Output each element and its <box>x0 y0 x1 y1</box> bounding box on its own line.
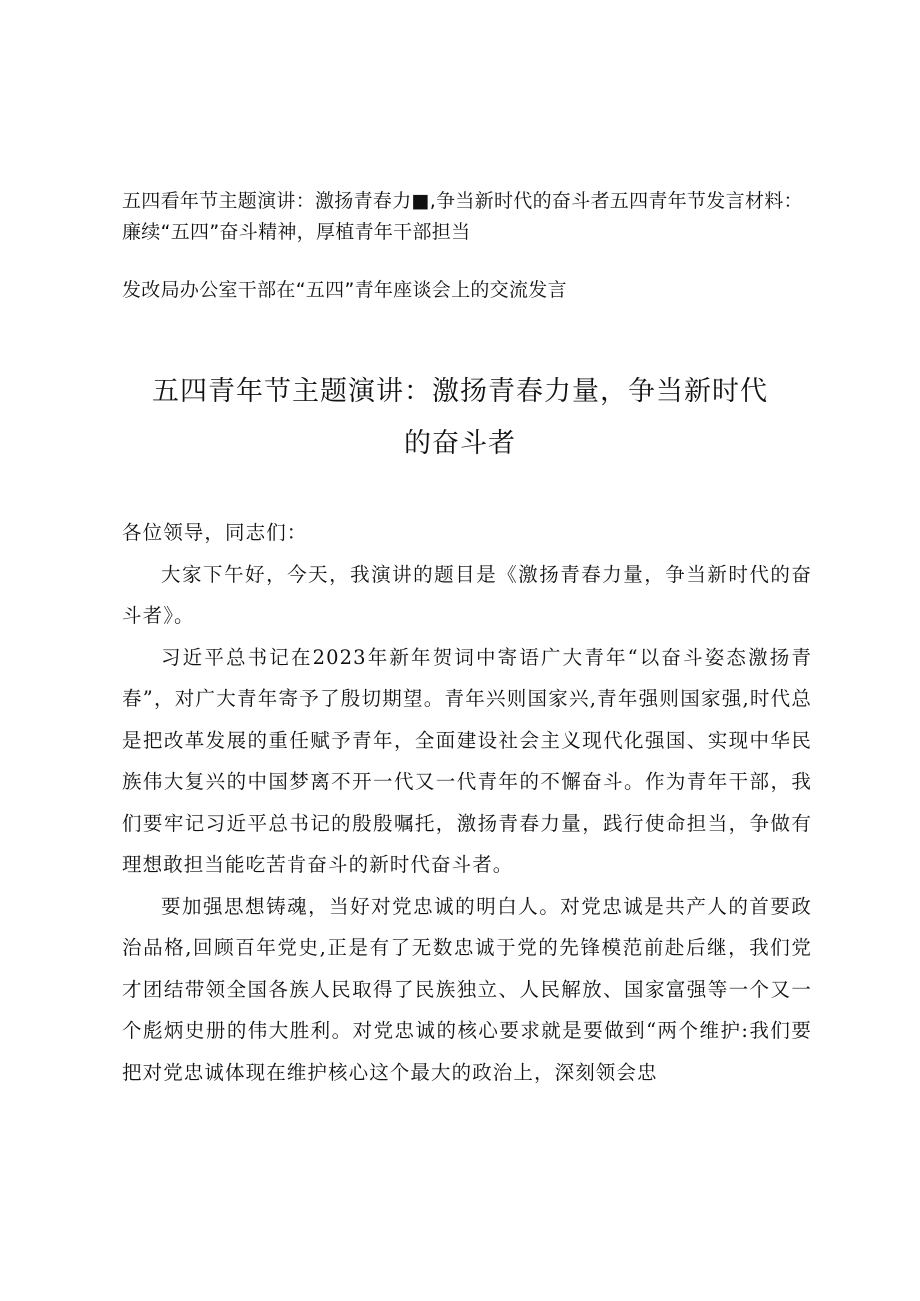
salutation: 各位领导，同志们： <box>122 521 308 544</box>
related-article-link[interactable]: 五四看年节主题演讲：激扬青春力■,争当新时代的奋斗者五四青年节发言材料：廉续“五四”奋斗精神，厚植青年干部担当 <box>122 190 803 243</box>
paragraph: 习近平总书记在2023年新年贺词中寄语广大青年“以奋斗姿态激扬青春”，对广大青年寄予了殷切期望。青年兴则国家兴,青年强则国家强,时代总是把改革发展的重任赋予青年，全面建设社会主义现代化强国、实现中华民族伟大复兴的中国梦离不开一代又一代青年的不懈奋斗。作为青年干部，我们要牢记习近平总书记的殷殷嘱托，激扬青春力量，践行使命担当，争做有理想敢担当能吃苦肯奋斗的新时代奋斗者。 <box>122 645 812 876</box>
paragraph: 要加强思想铸魂，当好对党忠诚的明白人。对党忠诚是共产人的首要政治品格,回顾百年党史,正是有了无数忠诚于党的先锋模范前赴后继，我们党才团结带领全国各族人民取得了民族独立、人民解放、国家富强等一个又一个彪炳史册的伟大胜利。对党忠诚的核心要求就是要做到“两个维护:我们要把对党忠诚体现在维护核心这个最大的政治上，深刻领会忠 <box>122 894 812 1084</box>
speech-title: 五四青年节主题演讲：激扬青春力量，争当新时代的奋斗者 <box>152 376 768 459</box>
paragraph: 大家下午好，今天，我演讲的题目是《激扬青春力量，争当新时代的奋斗者》。 <box>122 562 812 627</box>
speech-body <box>122 512 812 1093</box>
related-article-link[interactable]: 发改局办公室干部在“五四”青年座谈会上的交流发言 <box>122 279 567 301</box>
related-articles-list <box>122 186 812 306</box>
